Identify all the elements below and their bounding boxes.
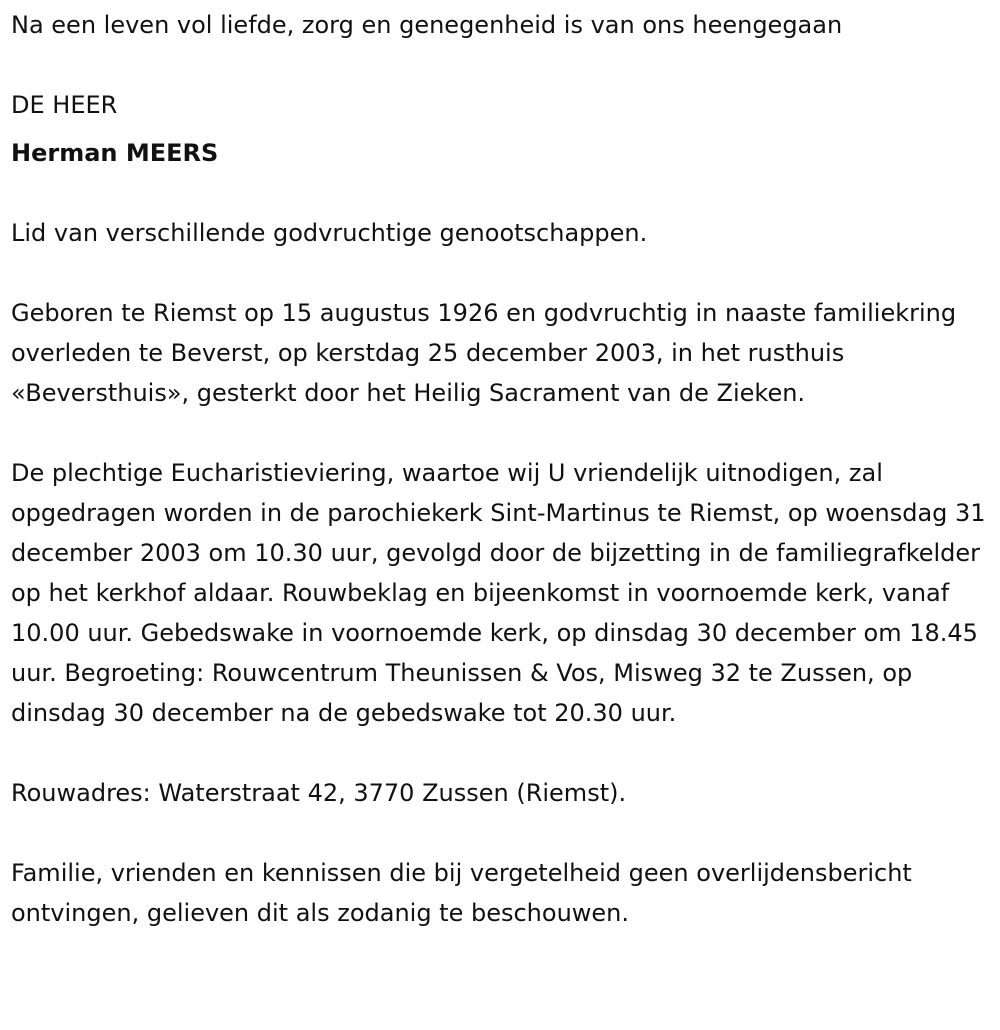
- membership-text: Lid van verschillende godvruchtige genootschappen.: [11, 219, 648, 247]
- funeral-paragraph: De plechtige Eucharistieviering, waartoe wij U vriendelijk uitnodigen, zal opgedragen worden in de parochiekerk Sint-Martinus te Riemst, op woensdag 31 december 2003 om 10.30 uur, gevolgd door de bijzetting in de familiegrafkelder op het kerkhof aldaar. Rouwbeklag en bijeenkomst in voornoemde kerk, vanaf 10.00 uur. Gebedswake in voornoemde kerk, op dinsdag 30 december om 18.45 uur. Begroeting: Rouwcentrum Theunissen & Vos, Misweg 32 te Zussen, op dinsdag 30 december na de gebedswake tot 20.30 uur.: [11, 459, 986, 727]
- intro-text: Na een leven vol liefde, zorg en genegenheid is van ons heengegaan: [11, 11, 843, 39]
- deceased-name: Herman MEERS: [11, 139, 219, 167]
- closing-paragraph: Familie, vrienden en kennissen die bij vergetelheid geen overlijdensbericht ontvingen, gelieven dit als zodanig te beschouwen.: [11, 859, 912, 927]
- birth-death-paragraph: Geboren te Riemst op 15 augustus 1926 en godvruchtig in naaste familiekring overleden te Beverst, op kerstdag 25 december 2003, in het rusthuis «Beversthuis», gesterkt door het Heilig Sacrament van de Zieken.: [11, 299, 957, 407]
- honorific-title: DE HEER: [11, 91, 118, 119]
- mourning-address: Rouwadres: Waterstraat 42, 3770 Zussen (Riemst).: [11, 779, 627, 807]
